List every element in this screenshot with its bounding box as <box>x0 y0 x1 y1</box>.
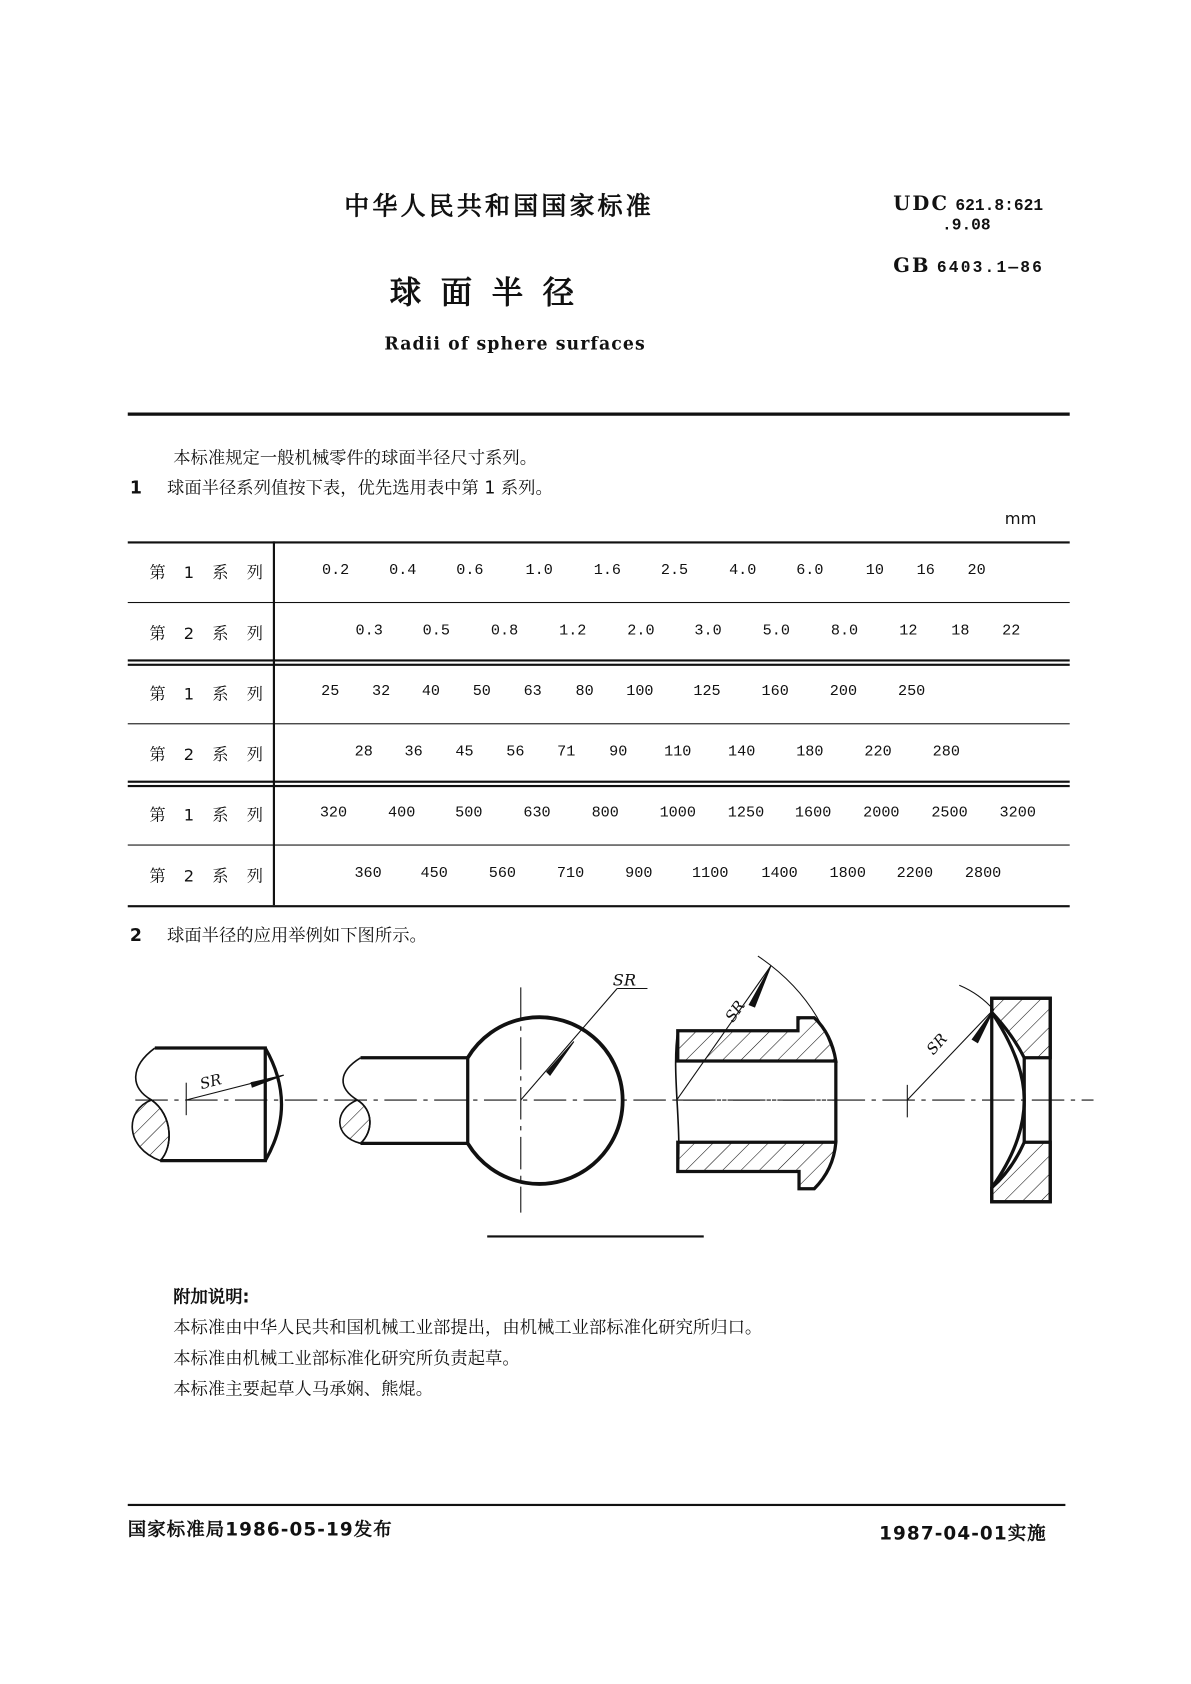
radius-value: 12 <box>899 622 918 640</box>
issue-date: 国家标准局1986-05-19发布 <box>127 1519 393 1541</box>
unit-label: mm <box>1004 508 1037 529</box>
series-label: 第 2 系 列 <box>149 623 270 644</box>
radius-value: 400 <box>388 804 416 822</box>
document-title: 球 面 半 径 <box>389 273 579 311</box>
radius-value: 110 <box>664 743 692 762</box>
radius-value: 1.6 <box>593 561 622 580</box>
clause-2-number: 2 <box>129 924 142 946</box>
radius-value: 140 <box>727 743 756 762</box>
radius-value: 1400 <box>761 865 798 883</box>
radius-value: 710 <box>556 865 585 883</box>
radius-value: 280 <box>932 743 960 762</box>
sr-label: SR <box>922 1030 951 1059</box>
radius-value: 0.8 <box>490 622 519 640</box>
radius-value: 1000 <box>659 804 696 822</box>
radius-value: 360 <box>354 865 382 883</box>
radius-value: 32 <box>372 683 391 701</box>
note-line: 本标准主要起草人马承娴、熊焜。 <box>173 1378 434 1399</box>
radius-value: 10 <box>865 561 884 580</box>
sr-label: SR <box>721 997 749 1026</box>
footer-rule <box>128 1504 1066 1506</box>
note-line: 本标准由机械工业部标准化研究所负责起草。 <box>173 1347 520 1369</box>
radius-value: 5.0 <box>762 622 790 640</box>
radius-value: 0.5 <box>422 622 450 640</box>
sr-label: SR <box>612 970 637 990</box>
radius-value: 36 <box>404 743 423 762</box>
note-line: 本标准由中华人民共和国机械工业部提出，由机械工业部标准化研究所归口。 <box>173 1316 763 1338</box>
series-label: 第 2 系 列 <box>149 744 270 765</box>
gb-label: GB <box>893 254 931 278</box>
radius-value: 1.0 <box>525 561 553 580</box>
radius-value: 56 <box>506 743 525 762</box>
radius-value: 90 <box>609 743 628 762</box>
shaft-spherical-end-drawing <box>132 1048 283 1161</box>
radius-value: 630 <box>523 804 551 822</box>
radius-value: 20 <box>967 561 986 580</box>
radius-value: 0.3 <box>355 622 383 640</box>
effective-date: 1987-04-01实施 <box>879 1523 1047 1546</box>
radius-value: 900 <box>625 865 653 883</box>
clause-1-text: 球面半径系列值按下表，优先选用表中第 1 系列。 <box>166 477 553 499</box>
radius-value: 1800 <box>829 865 866 883</box>
radius-value: 2800 <box>964 865 1002 883</box>
radius-value: 100 <box>626 683 654 701</box>
ball-head-drawing <box>340 970 648 1235</box>
radius-value: 6.0 <box>796 561 824 580</box>
radius-value: 8.0 <box>830 622 859 640</box>
national-standard-heading: 中华人民共和国国家标准 <box>344 192 654 221</box>
radius-value: 1100 <box>692 865 729 883</box>
radius-value: 220 <box>864 743 892 762</box>
series-label: 第 1 系 列 <box>149 563 270 583</box>
radius-value: 450 <box>420 865 448 883</box>
radius-value: 0.4 <box>389 561 417 580</box>
gb-code: 6403.1—86 <box>936 258 1045 278</box>
radius-value: 50 <box>472 683 491 701</box>
radius-value: 22 <box>1002 622 1021 640</box>
radius-value: 1600 <box>794 804 832 822</box>
radius-value: 3.0 <box>694 622 722 640</box>
clause-1-number: 1 <box>129 477 142 499</box>
radius-value: 71 <box>557 743 576 762</box>
udc-line1: 621.8:621 <box>955 197 1044 216</box>
document-title-english: Radii of sphere surfaces <box>384 333 646 355</box>
radius-value: 200 <box>829 683 858 701</box>
radius-value: 40 <box>421 683 441 701</box>
sr-label: SR <box>197 1070 224 1094</box>
radius-value: 1.2 <box>559 622 587 640</box>
radius-value: 2500 <box>931 804 968 822</box>
radius-value: 80 <box>575 683 594 701</box>
radius-value: 0.6 <box>456 561 484 580</box>
radius-value: 63 <box>523 683 542 701</box>
series-label: 第 1 系 列 <box>149 684 270 704</box>
radius-value: 160 <box>761 683 789 701</box>
radius-value: 3200 <box>999 804 1036 822</box>
radius-value: 18 <box>951 622 970 640</box>
notes-heading: 附加说明: <box>173 1286 250 1307</box>
radius-value: 2.5 <box>660 561 689 580</box>
clause-2-text: 球面半径的应用举例如下图所示。 <box>166 924 427 946</box>
radius-value: 250 <box>897 683 926 701</box>
radius-value: 28 <box>354 743 373 762</box>
radius-value: 2.0 <box>627 622 655 640</box>
radius-value: 560 <box>488 865 517 883</box>
radius-value: 25 <box>321 683 340 701</box>
end-of-text-rule <box>487 1235 704 1237</box>
spherical-seat-ring-drawing <box>907 985 1050 1202</box>
radius-value: 500 <box>455 804 483 822</box>
radius-value: 2200 <box>896 865 934 883</box>
intro-text: 本标准规定一般机械零件的球面半径尺寸系列。 <box>173 447 538 468</box>
udc-label: UDC <box>893 192 950 216</box>
udc-line2: .9.08 <box>941 216 991 235</box>
radius-value: 800 <box>591 804 619 822</box>
radius-value: 125 <box>693 683 721 701</box>
series-label: 第 1 系 列 <box>149 805 270 826</box>
radius-value: 16 <box>916 561 935 580</box>
radius-value: 4.0 <box>729 561 757 580</box>
radius-value: 0.2 <box>321 561 350 580</box>
radius-value: 1250 <box>727 804 765 822</box>
radius-value: 45 <box>455 743 474 762</box>
radius-value: 2000 <box>863 804 900 822</box>
radius-value: 320 <box>319 804 348 822</box>
flanged-bushing-drawing <box>676 956 836 1189</box>
radius-value: 180 <box>796 743 824 762</box>
series-label: 第 2 系 列 <box>149 866 270 886</box>
